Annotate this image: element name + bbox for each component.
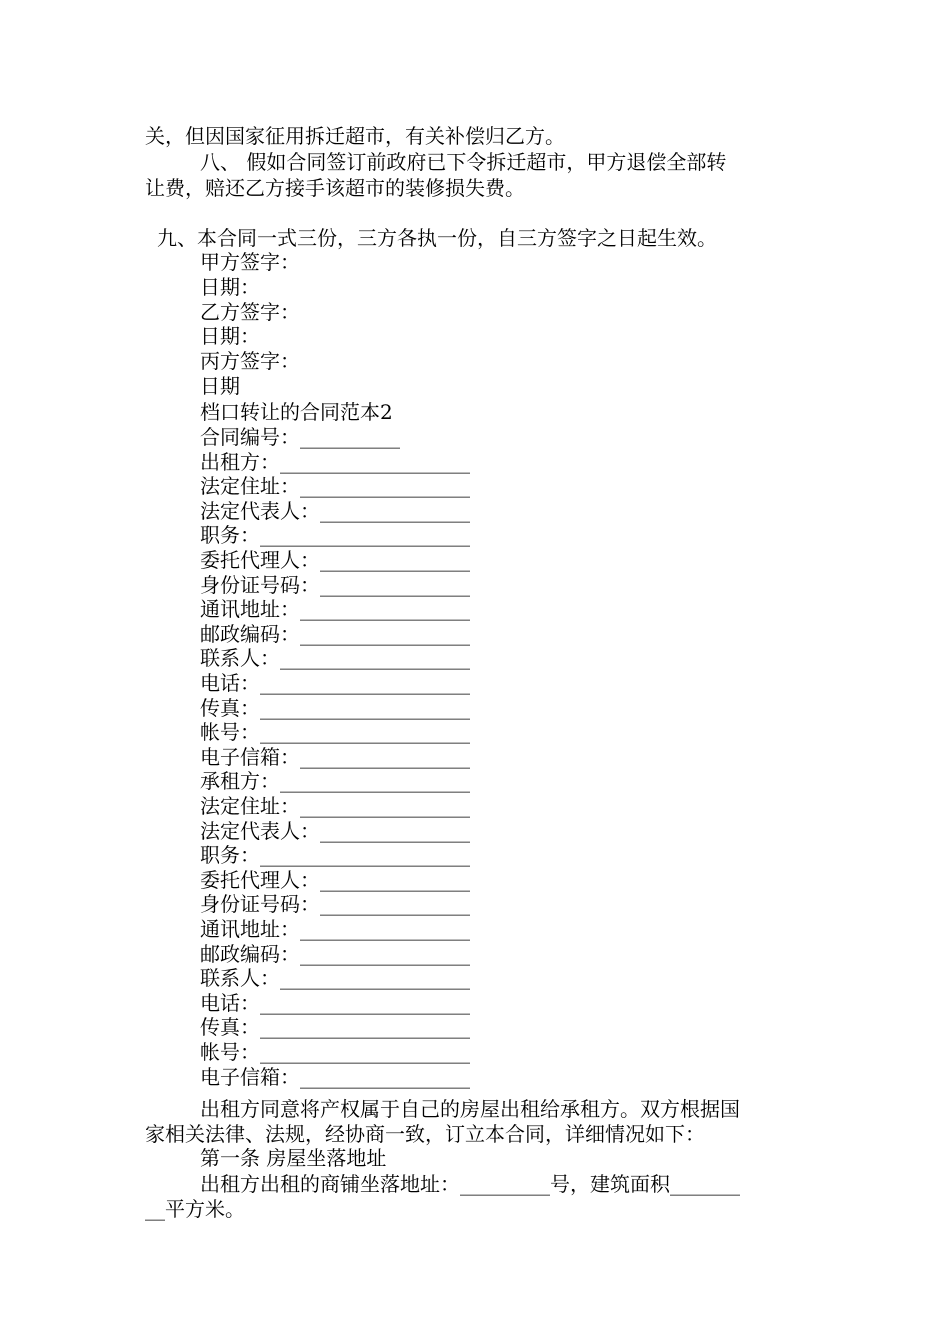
party-field-line: 承租方：___________________: [200, 769, 470, 794]
clause-nine: 九、本合同一式三份，三方各执一份，自三方签字之日起生效。: [157, 226, 717, 250]
party-field-line: 传真：_____________________: [200, 695, 470, 720]
party-field-line: 通讯地址：_________________: [200, 917, 470, 941]
party-field-line: 帐号：_____________________: [200, 720, 470, 745]
party-field-line: 电话：_____________________: [200, 990, 470, 1015]
party-field-line: 法定住址：_________________: [200, 794, 470, 818]
party-field-line: 帐号：_____________________: [200, 1040, 470, 1064]
party-field-line: 法定住址：_________________: [200, 474, 470, 499]
party-field-line: 委托代理人：_______________: [200, 548, 470, 572]
party-field-line: 职务：_____________________: [200, 523, 470, 548]
intro-line1: 出租方同意将产权属于自己的房屋出租给承租方。双方根据国: [200, 1097, 740, 1121]
party-field-line: 合同编号：__________: [200, 425, 400, 449]
intro-line2: 家相关法律、法规，经协商一致，订立本合同，详细情况如下：: [145, 1122, 705, 1146]
party-field-line: 电子信箱：_________________: [200, 1064, 470, 1089]
party-field-line: 委托代理人：_______________: [200, 867, 470, 892]
signature-line: 日期: [200, 374, 240, 398]
party-field-line: 邮政编码：_________________: [200, 941, 470, 966]
signature-line: 丙方签字：: [200, 349, 300, 374]
signature-line: 日期：: [200, 274, 260, 299]
article1-line2: __平方米。: [145, 1197, 245, 1221]
party-field-line: 传真：_____________________: [200, 1015, 470, 1040]
clause-eight-line2: 让费，赔还乙方接手该超市的装修损失费。: [145, 176, 525, 200]
signature-line: 甲方签字：: [200, 250, 300, 274]
party-field-line: 身份证号码：_______________: [200, 892, 470, 917]
party-field-line: 联系人：___________________: [200, 646, 470, 671]
party-field-line: 法定代表人：_______________: [200, 498, 470, 523]
article1-title: 第一条 房屋坐落地址: [200, 1146, 387, 1170]
article1-line1: 出租方出租的商铺坐落地址：_________号，建筑面积_______: [200, 1172, 740, 1196]
party-field-line: 邮政编码：_________________: [200, 621, 470, 646]
party-field-line: 联系人：___________________: [200, 966, 470, 991]
signature-line: 日期：: [200, 324, 260, 349]
party-field-line: 电子信箱：_________________: [200, 744, 470, 769]
paragraph-compensation: 关，但因国家征用拆迁超市，有关补偿归乙方。: [145, 124, 565, 148]
contract2-title: 档口转让的合同范本2: [200, 400, 393, 424]
party-field-line: 出租方：___________________: [200, 449, 470, 474]
party-field-line: 通讯地址：_________________: [200, 597, 470, 622]
party-field-line: 电话：_____________________: [200, 671, 470, 695]
party-field-line: 法定代表人：_______________: [200, 818, 470, 843]
party-field-line: 职务：_____________________: [200, 843, 470, 868]
party-field-line: 身份证号码：_______________: [200, 572, 470, 597]
clause-eight-line1: 八、 假如合同签订前政府已下令拆迁超市，甲方退偿全部转: [200, 150, 727, 174]
signature-line: 乙方签字：: [200, 299, 300, 324]
